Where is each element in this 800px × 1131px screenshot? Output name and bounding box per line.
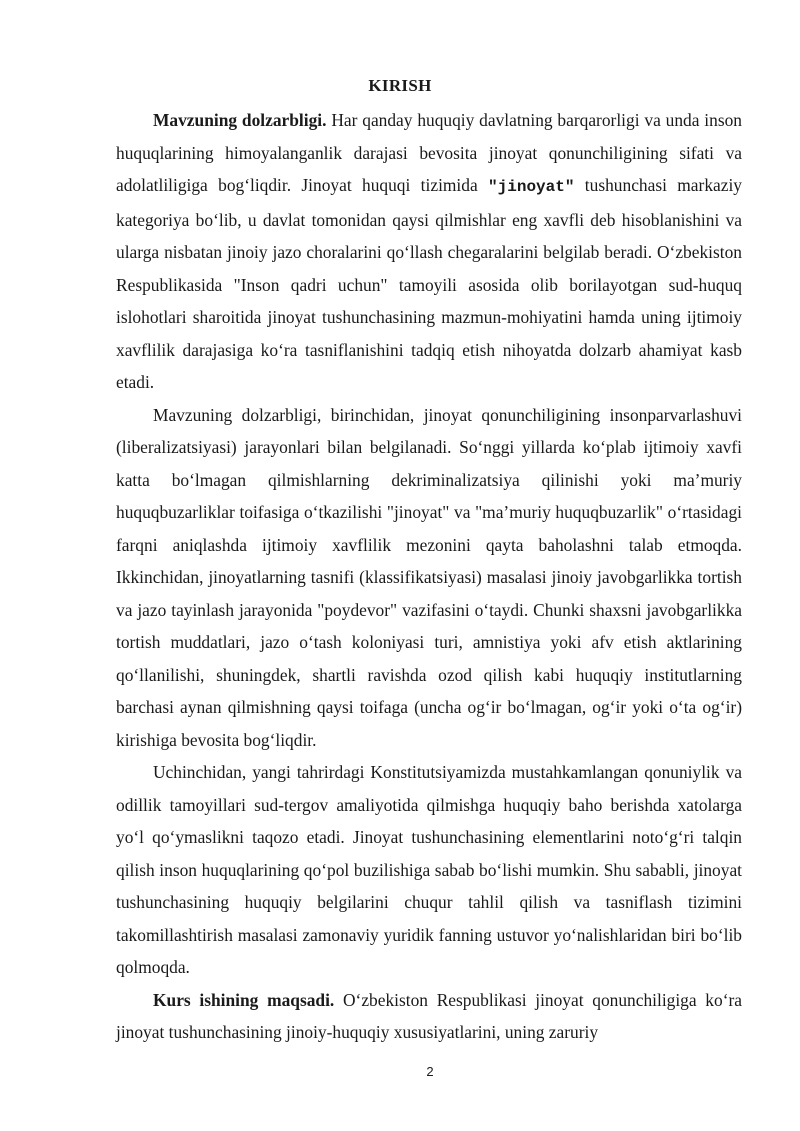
section-title: KIRISH (368, 76, 432, 95)
highlighted-term: "jinoyat" (488, 178, 575, 196)
body-text (116, 104, 742, 1049)
paragraph-purpose (116, 984, 742, 1049)
paragraph-relevance (116, 104, 742, 399)
paragraph-text: Har qanday huquqiy davlatning barqarorligi va unda inson huquqlarining himoyalanganlik darajasi bevosita jinoyat qonunchiligining sifati va adolatliligiga bog‘liqdir. Jinoyat huquqi tizimida (116, 110, 742, 195)
paragraph-first-second: Mavzuning dolzarbligi, birinchidan, jinoyat qonunchiligining insonparvarlashuvi (liberalizatsiyasi) jarayonlari bilan belgilanadi. So‘nggi yillarda ko‘plab ijtimoiy xavfi katta bo‘lmagan qilmishlarning dekriminalizatsiya qilinishi yoki ma’muriy huquqbuzarliklar toifasiga o‘tkazilishi "jinoyat" va "ma’muriy huquqbuzarlik" o‘rtasidagi farqni aniqlashda ijtimoiy xavflilik mezonini qayta baholashni talab etmoqda. Ikkinchidan, jinoyatlarning tasnifi (klassifikatsiyasi) masalasi jinoiy javobgarlikka tortish va jazo tayinlash jarayonida "poydevor" vazifasini o‘taydi. Chunki shaxsni javobgarlikka tortish muddatlari, jazo o‘tash koloniyasi turi, amnistiya yoki afv etish aktlarining qo‘llanilishi, shuningdek, shartli ravishda ozod qilish kabi huquqiy institutlarning barchasi aynan qilmishning qaysi toifaga (uncha og‘ir bo‘lmagan, og‘ir yoki o‘ta og‘ir) kirishiga bevosita bog‘liqdir. (116, 404, 742, 750)
paragraph-text: O‘zbekiston Respublikasi jinoyat qonunchiligiga ko‘ra jinoyat tushunchasining jinoiy-huquqiy xususiyatlarini, uning zaruriy (116, 989, 743, 1042)
paragraph-third: Uchinchidan, yangi tahrirdagi Konstitutsiyamizda mustahkamlangan qonuniylik va odillik tamoyillari sud-tergov amaliyotida qilmishga huquqiy baho berishda xatolarga yo‘l qo‘ymaslikni taqozo etadi. Jinoyat tushunchasining elementlarini noto‘g‘ri talqin qilish inson huquqlarining qo‘pol buzilishiga sabab bo‘lishi mumkin. Shu sababli, jinoyat tushunchasining huquqiy belgilarini chuqur tahlil qilish va tasniflash tizimini takomillashtirish masalasi zamonaviy yuridik fanning ustuvor yo‘nalishlaridan biri bo‘lib qolmoqda. (116, 762, 742, 977)
paragraph-lead-relevance: Mavzuning dolzarbligi. (153, 110, 327, 130)
paragraph-text: tushunchasi markaziy kategoriya bo‘lib, u davlat tomonidan qaysi qilmishlar eng xavfli deb hisoblanishini va ularga nisbatan jinoiy jazo choralarini qo‘llash chegaralarini belgilab beradi. O‘zbekiston Respublikasida "Inson qadri uchun" tamoyili asosida olib borilayotgan sud-huquq islohotlari sharoitida jinoyat tushunchasining mazmun-mohiyatini hamda uning ijtimoiy xavflilik darajasiga ko‘ra tasniflanishini tadqiq etish nihoyatda dolzarb ahamiyat kasb etadi. (116, 175, 742, 392)
page-number: 2 (426, 1064, 434, 1079)
paragraph-lead-purpose: Kurs ishining maqsadi. (153, 989, 335, 1010)
